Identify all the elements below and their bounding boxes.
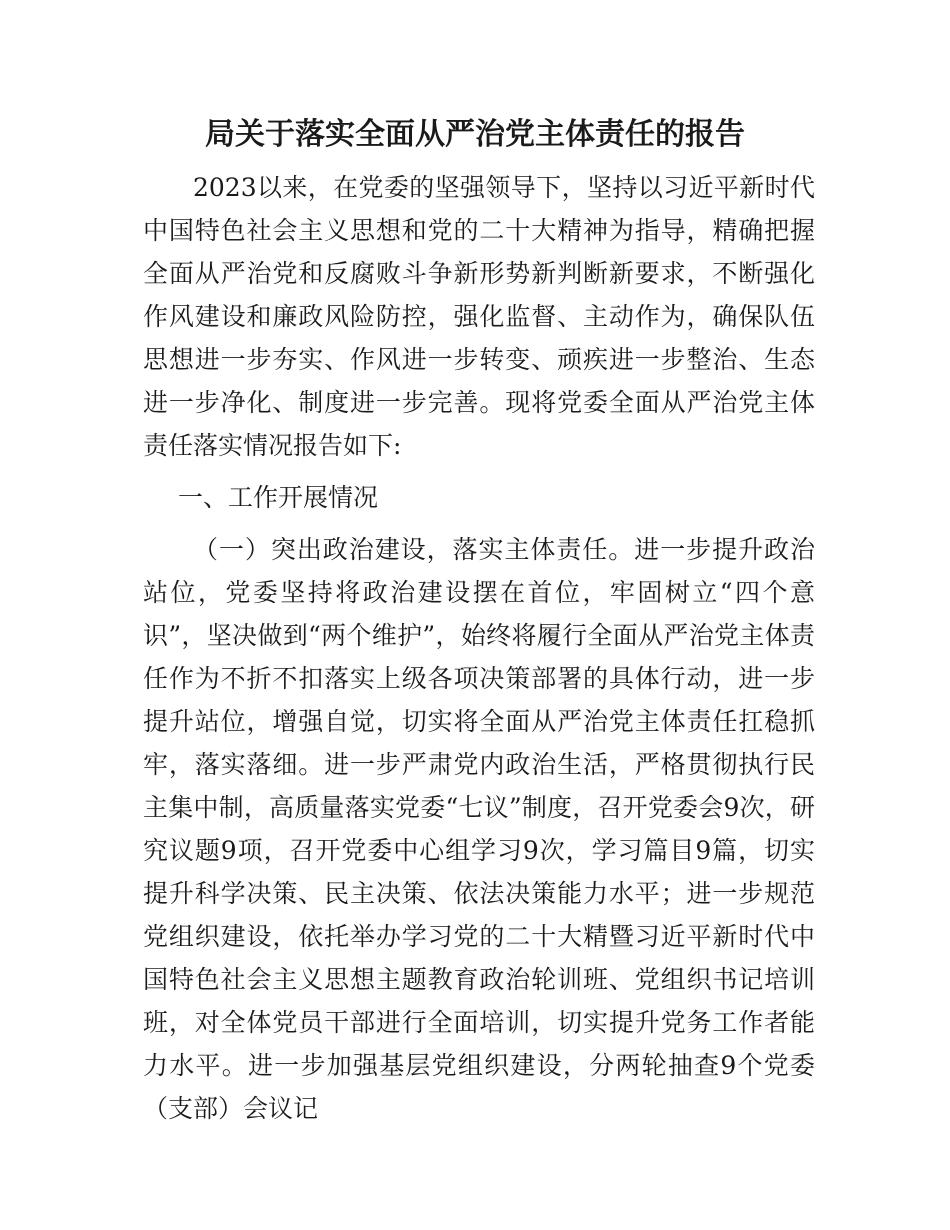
document-body	[143, 166, 815, 1130]
section-paragraph: （一）突出政治建设，落实主体责任。进一步提升政治站位，党委坚持将政治建设摆在首位，牢固树立“四个意识”，坚决做到“两个维护”，始终将履行全面从严治党主体责任作为不折不扣落实上级各项决策部署的具体行动，进一步提升站位，增强自觉，切实将全面从严治党主体责任扛稳抓牢，落实落细。进一步严肃党内政治生活，严格贯彻执行民主集中制，高质量落实党委“七议”制度，召开党委会9次，研究议题9项，召开党委中心组学习9次，学习篇目9篇，切实提升科学决策、民主决策、依法决策能力水平；进一步规范党组织建设，依托举办学习党的二十大精暨习近平新时代中国特色社会主义思想主题教育政治轮训班、党组织书记培训班，对全体党员干部进行全面培训，切实提升党务工作者能力水平。进一步加强基层党组织建设，分两轮抽查9个党委（支部）会议记	[143, 535, 815, 1123]
intro-paragraph: 2023以来，在党委的坚强领导下，坚持以习近平新时代中国特色社会主义思想和党的二十大精神为指导，精确把握全面从严治党和反腐败斗争新形势新判断新要求，不断强化作风建设和廉政风险防控，强化监督、主动作为，确保队伍思想进一步夯实、作风进一步转变、顽疾进一步整治、生态进一步净化、制度进一步完善。现将党委全面从严治党主体责任落实情况报告如下:	[143, 173, 815, 460]
document-title: 局关于落实全面从严治党主体责任的报告	[205, 117, 745, 152]
section-heading: 一、工作开展情况	[178, 483, 379, 512]
